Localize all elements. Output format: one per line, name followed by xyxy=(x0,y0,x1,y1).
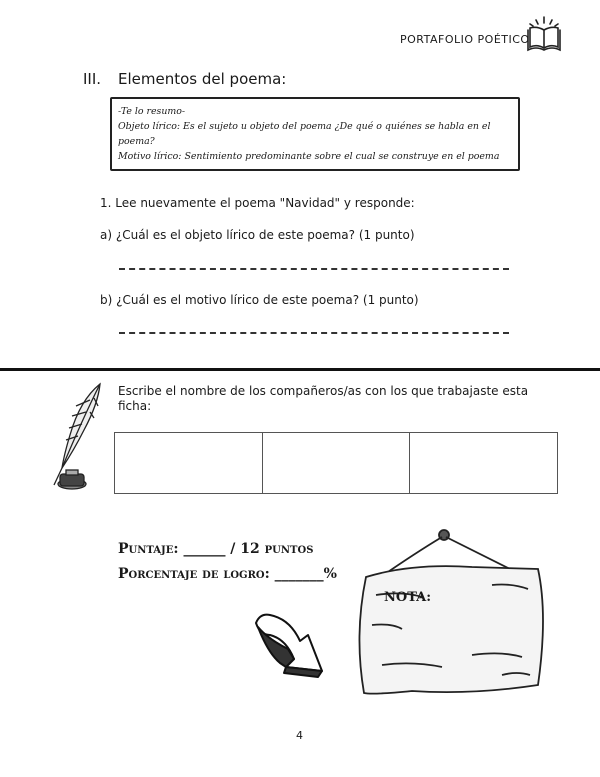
summary-box xyxy=(110,97,520,171)
header-title: PORTAFOLIO POÉTICO xyxy=(400,33,530,46)
name-cell-1[interactable] xyxy=(115,433,263,494)
answer-line-a[interactable] xyxy=(119,268,509,270)
hanging-sign xyxy=(352,525,557,705)
group-instruction: Escribe el nombre de los compañeros/as con los que trabajaste esta ficha: xyxy=(118,384,529,413)
section-number: III. xyxy=(83,70,102,88)
summary-line-1: -Te lo resumo- xyxy=(118,106,186,117)
name-cell-3[interactable] xyxy=(410,433,558,494)
summary-line-2: Objeto lírico: Es el sujeto u objeto del poema ¿De qué o quiénes se habla en el xyxy=(118,121,491,132)
percentage-line: Porcentaje de logro: _______% xyxy=(118,566,337,582)
summary-line-4: Motivo lírico: Sentimiento predominante sobre el cual se construye en el poema xyxy=(118,151,500,162)
summary-line-3: poema? xyxy=(118,136,155,147)
page-number: 4 xyxy=(296,729,303,742)
answer-line-b[interactable] xyxy=(119,332,509,334)
section-title: Elementos del poema: xyxy=(118,70,287,88)
score-line: Puntaje: ______ / 12 puntos xyxy=(118,541,314,557)
section-divider xyxy=(0,368,600,371)
quill-inkwell-icon xyxy=(40,380,110,495)
arrow-icon xyxy=(250,605,338,683)
name-cell-2[interactable] xyxy=(262,433,410,494)
question-b: b) ¿Cuál es el motivo lírico de este poema? (1 punto) xyxy=(100,293,419,307)
sign-label: NOTA: xyxy=(384,590,432,605)
names-table xyxy=(114,432,558,494)
open-book-icon xyxy=(524,14,564,54)
question-a: a) ¿Cuál es el objeto lírico de este poema? (1 punto) xyxy=(100,228,415,242)
question-instruction: 1. Lee nuevamente el poema "Navidad" y responde: xyxy=(100,196,415,210)
